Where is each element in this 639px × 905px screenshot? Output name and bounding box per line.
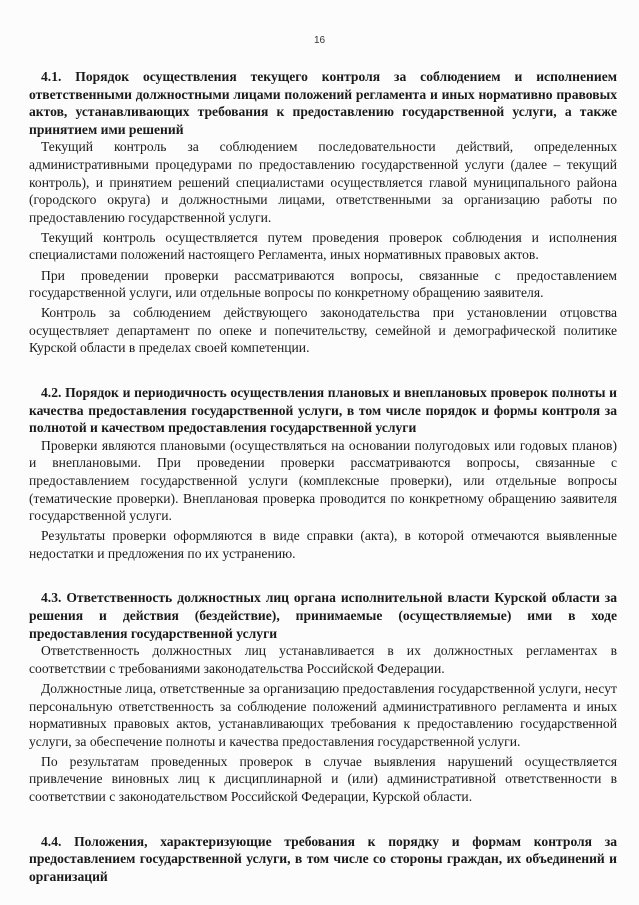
section-heading: 4.4. Положения, характеризующие требования к порядку и формам контроля за предоставлением государственной услуги, в том числе со стороны граждан, их объединений и организаций <box>29 833 617 884</box>
paragraph: При проведении проверки рассматриваются вопросы, связанные с предоставлением государственной услуги, или отдельные вопросы по конкретному обращению заявителя. <box>29 267 617 301</box>
section-4-1 <box>29 68 617 357</box>
paragraph: Текущий контроль осуществляется путем проведения проверок соблюдения и исполнения специалистами положений настоящего Регламента, иных нормативных правовых актов. <box>29 229 617 263</box>
section-4-3 <box>29 589 617 805</box>
section-4-4 <box>29 833 617 886</box>
document-body <box>29 68 617 885</box>
page-number: 16 <box>313 35 326 46</box>
paragraph: Контроль за соблюдением действующего законодательства при установлении отцовства осуществляет департамент по опеке и попечительству, семейной и демографической политике Курской области в пределах своей компетенции. <box>29 305 617 356</box>
paragraph: По результатам проведенных проверок в случае выявления нарушений осуществляется привлечение виновных лиц к дисциплинарной и (или) административной ответственности в соответствии с законодательством Российской Федерации, Курской области. <box>29 753 617 804</box>
section-heading: 4.3. Ответственность должностных лиц органа исполнительной власти Курской области за решения и действия (бездействие), принимаемые (осуществляемые) ими в ходе предоставления государственной услуги <box>29 590 617 641</box>
paragraph: Проверки являются плановыми (осуществляться на основании полугодовых или годовых планов) и внеплановыми. При проведении проверки рассматриваются вопросы, связанные с предоставлением государственной услуги (комплексные проверки), или отдельные вопросы (тематические проверки). Внеплановая проверка проводится по конкретному обращению заявителя государственной услуги. <box>29 437 617 524</box>
section-heading: 4.1. Порядок осуществления текущего контроля за соблюдением и исполнением ответственными должностными лицами положений регламента и иных нормативно правовых актов, устанавливающих требования к предоставлению государственной услуги, а также принятием ими решений <box>29 69 617 137</box>
paragraph: Результаты проверки оформляются в виде справки (акта), в которой отмечаются выявленные недостатки и предложения по их устранению. <box>29 528 617 561</box>
paragraph: Текущий контроль за соблюдением последовательности действий, определенных административными процедурами по предоставлению государственной услуги (далее – текущий контроль), и принятием решений специалистами осуществляется главой муниципального района (городского округа) и должностными лицами, ответственными за организацию работы по предоставлению государственной услуги. <box>29 139 617 225</box>
paragraph: Ответственность должностных лиц устанавливается в их должностных регламентах в соответствии с требованиями законодательства Российской Федерации. <box>29 643 617 676</box>
paragraph: Должностные лица, ответственные за организацию предоставления государственной услуги, несут персональную ответственность за соблюдение положений административного регламента и иных нормативных правовых актов, устанавливающих требования к предоставлению государственной услуги, за обеспечение полноты и качества предоставления государственной услуги. <box>29 680 617 749</box>
section-4-2 <box>29 384 617 562</box>
section-heading: 4.2. Порядок и периодичность осуществления плановых и внеплановых проверок полноты и качества предоставления государственной услуги, в том числе порядок и формы контроля за полнотой и качеством предоставления государственной услуги <box>29 385 617 436</box>
